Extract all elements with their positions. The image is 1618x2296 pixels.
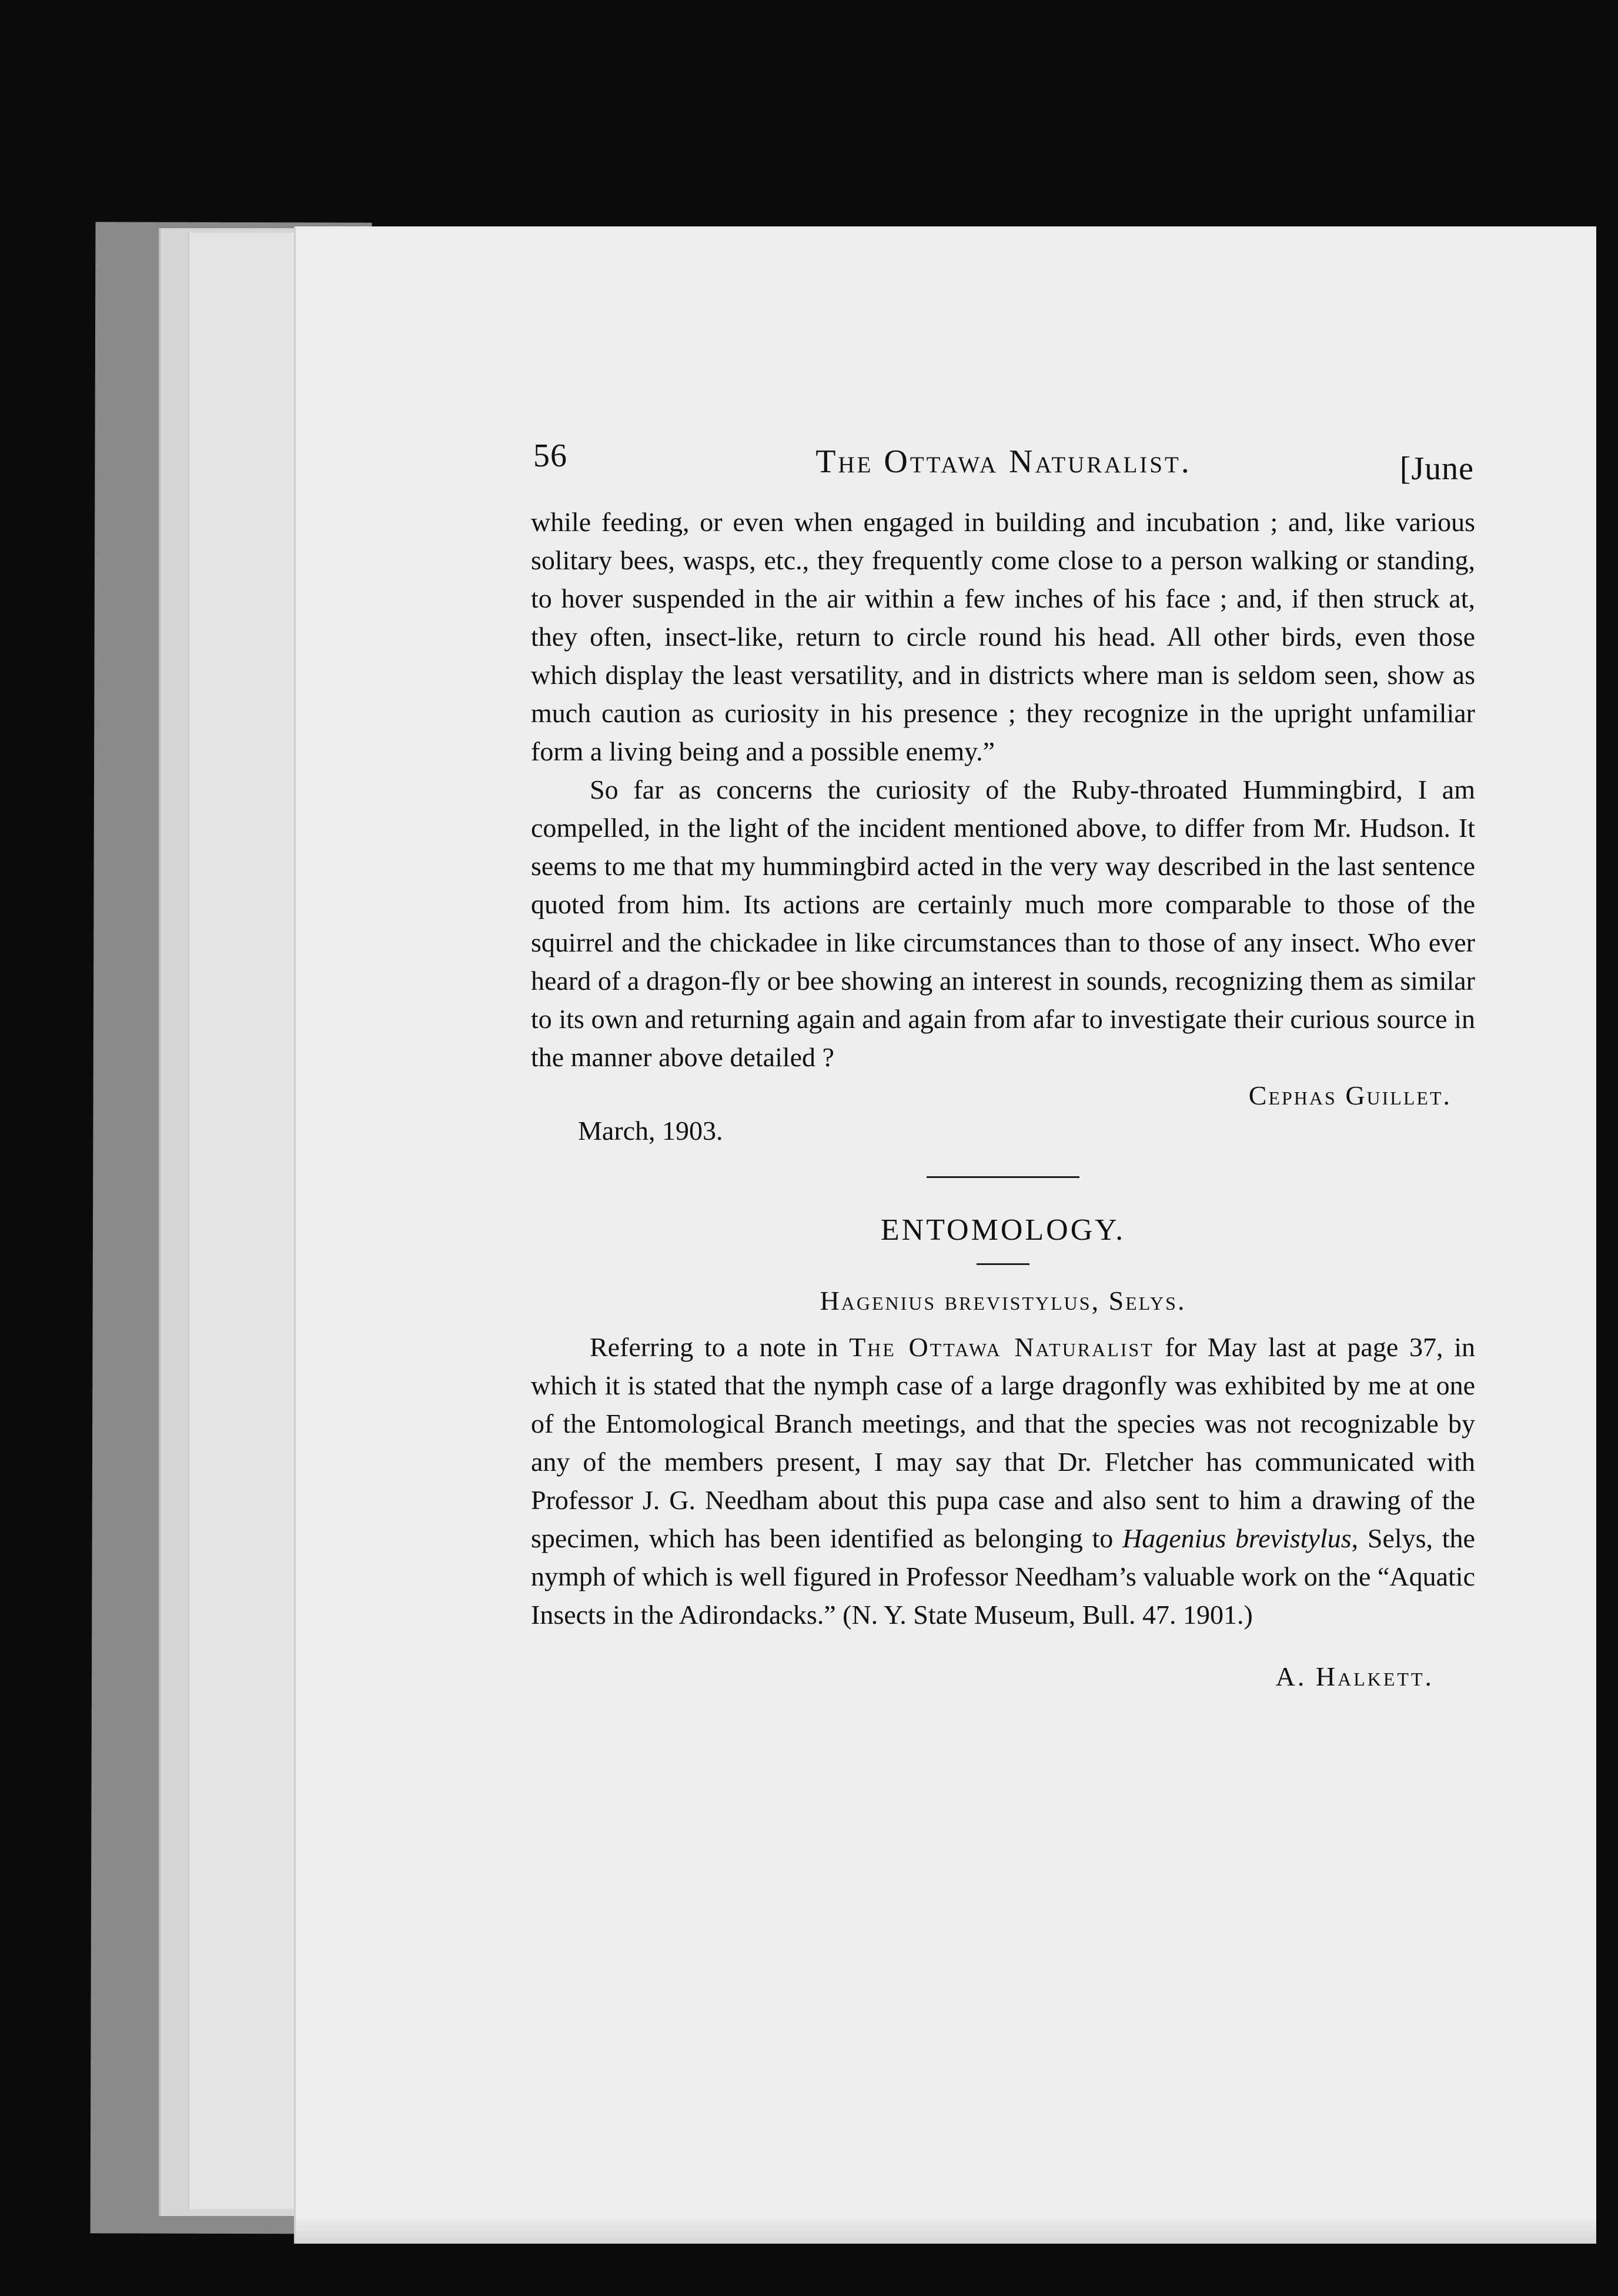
section-divider xyxy=(927,1176,1079,1178)
article-date: March, 1903. xyxy=(578,1116,723,1146)
species-name: Hagenius brevistylus xyxy=(1122,1523,1352,1553)
article1-signature-block xyxy=(531,1076,1475,1147)
author-signature: Cephas Guillet. xyxy=(1248,1080,1452,1110)
section-title-rule xyxy=(977,1263,1029,1265)
document-page xyxy=(294,226,1596,2244)
journal-name: The Ottawa Naturalist xyxy=(849,1332,1154,1362)
page-body xyxy=(531,503,1475,1696)
section-title: ENTOMOLOGY. xyxy=(880,1213,1126,1247)
article-subheading: Hagenius brevistylus, Selys. xyxy=(820,1286,1186,1316)
article2-text-end: , Selys, the nymph of which is well figured in Professor Needham’s valuable work on the “Aquatic Insects in the Adirondacks.” (N. Y. State Museum, Bull. 47. 1901.) xyxy=(531,1523,1475,1630)
page-header xyxy=(533,437,1474,487)
running-title: The Ottawa Naturalist. xyxy=(815,443,1192,480)
article2-text-start: Referring to a note in xyxy=(590,1332,850,1362)
article1-paragraph-1: while feeding, or even when engaged in building and incubation ; and, like various solitary bees, wasps, etc., they frequently come close to a person walking or standing, to hover suspended in the air within a few inches of his face ; and, if then struck at, they often, insect-like, return to circle round his head. All other birds, even those which display the least versatility, and in districts where man is seldom seen, show as much caution as curiosity in his presence ; they recognize in the upright unfamiliar form a living being and a possible enemy.” xyxy=(531,507,1475,766)
author-signature-2: A. Halkett. xyxy=(1275,1661,1434,1691)
article2-paragraph xyxy=(531,1328,1475,1634)
article2-text-middle: for May last at page 37, in which it is stated that the nymph case of a large dragonfly was exhibited by me at one of the Entomological Branch meetings, and that the species was not recognizable by any of the members present, I may say that Dr. Fletcher has communicated with Professor J. G. Needham about this pupa case and also sent to him a drawing of the specimen, which has been identified as belonging to xyxy=(531,1332,1475,1553)
article1-paragraph-2: So far as concerns the curiosity of the Ruby-throated Hummingbird, I am compelled, in the light of the incident mentioned above, to differ from Mr. Hudson. It seems to me that my hummingbird acted in the very way described in the last sentence quoted from him. Its actions are certainly much more comparable to those of the squirrel and the chickadee in like circumstances than to those of any insect. Who ever heard of a dragon-fly or bee showing an interest in sounds, recognizing them as similar to its own and returning again and again from afar to investigate their curious source in the manner above detailed ? xyxy=(531,775,1475,1072)
running-month: [June xyxy=(1399,450,1474,487)
page-number: 56 xyxy=(533,438,567,474)
